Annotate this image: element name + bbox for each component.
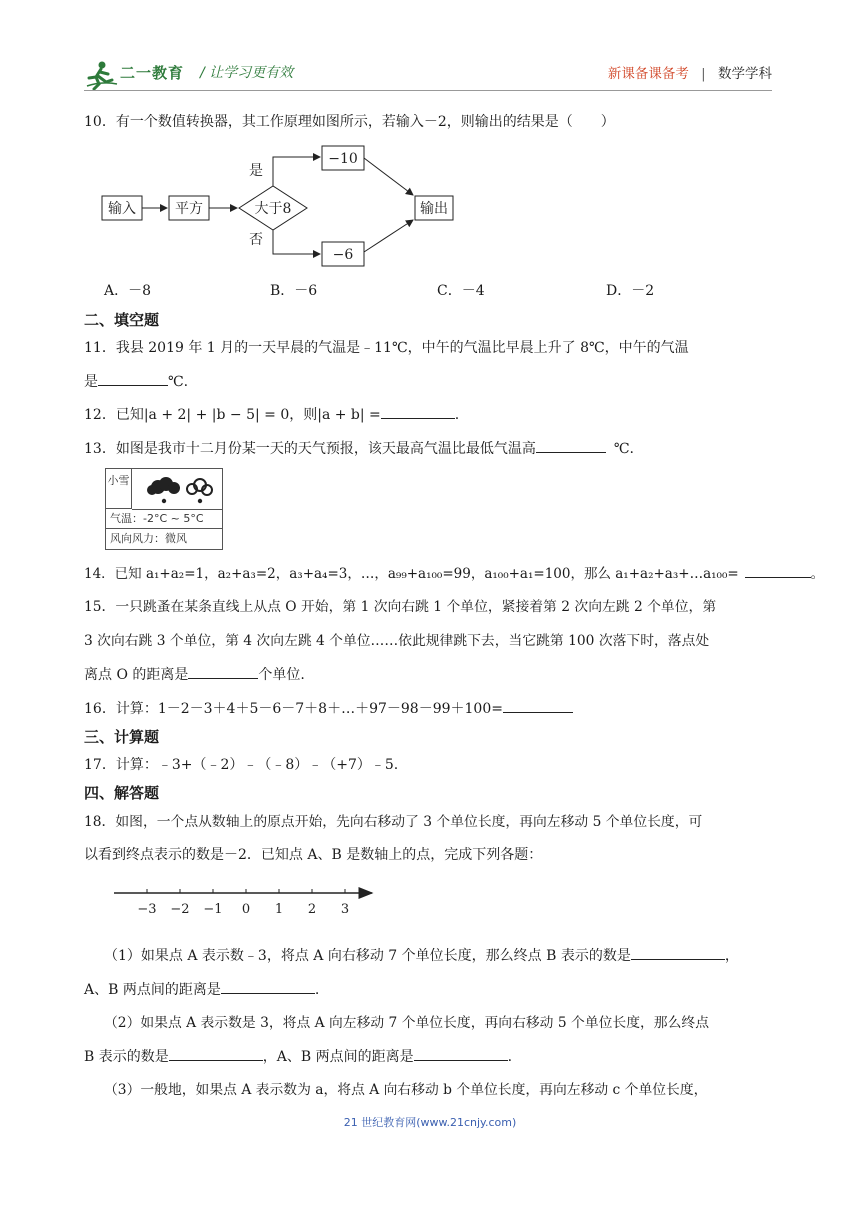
q18-p2-blank-b[interactable] [169, 1046, 263, 1061]
section-answer-heading: 四、解答题 [84, 784, 160, 802]
q18-p1-line1 [104, 945, 739, 966]
q11-answer-blank[interactable] [98, 371, 168, 386]
page-footer: 21 世纪教育网(www.21cnjy.com) [343, 1116, 517, 1129]
section-fill-in-heading: 二、填空题 [84, 311, 160, 329]
input-label: 输入 [108, 201, 136, 217]
no-result-label: −6 [332, 247, 354, 263]
header-course-label: 新课备课备考 [607, 66, 689, 82]
header-logo [84, 60, 214, 90]
weather-icons [132, 469, 222, 510]
choice-c[interactable]: C．－4 [437, 283, 485, 299]
number-line-tick-label: 1 [274, 902, 284, 917]
q10-flow-diagram [95, 140, 465, 270]
weather-wind: 风向风力：微风 [110, 532, 187, 545]
section-calc-heading: 三、计算题 [84, 728, 160, 746]
q17-text: 17．计算：﹣3+（﹣2）﹣（﹣8）﹣（+7）﹣5. [84, 757, 399, 773]
header-separator: | [701, 66, 706, 82]
q12-post: . [454, 407, 460, 423]
q14 [84, 563, 824, 584]
number-line-tick-label: 3 [340, 902, 350, 917]
q10-choices [104, 281, 704, 301]
q13-text: 13．如图是我市十二月份某一天的天气预报，该天最高气温比最低气温高 [84, 441, 536, 457]
yes-result-label: −10 [328, 151, 358, 167]
q13-post: ℃. [613, 441, 634, 457]
number-line-tick-label: −1 [203, 902, 223, 917]
q18-line1: 18．如图，一个点从数轴上的原点开始，先向右移动了 3 个单位长度，再向左移动 5 个单位长度，可 [84, 814, 703, 830]
choice-a[interactable]: A．－8 [104, 283, 152, 299]
q13-answer-blank[interactable] [536, 438, 606, 453]
q18-p3-line1: （3）一般地，如果点 A 表示数为 a，将点 A 向右移动 b 个单位长度，再向左移动 c 个单位长度， [104, 1082, 708, 1098]
q11-line2 [84, 371, 188, 392]
q16-answer-blank[interactable] [503, 698, 573, 713]
q12-answer-blank[interactable] [381, 404, 455, 419]
header-right [608, 62, 772, 82]
runner-logo-icon [84, 60, 118, 90]
no-label: 否 [249, 232, 263, 248]
compare-label: 大于8 [254, 201, 292, 217]
number-line [110, 880, 380, 920]
q16 [84, 698, 573, 719]
q18-p2-line2-mid: ，A、B 两点间的距离是 [262, 1049, 414, 1065]
number-line-tick-label: 0 [241, 902, 251, 917]
weather-card [105, 468, 223, 550]
q18-p1-line2-pre: A、B 两点间的距离是 [84, 982, 221, 998]
q18-p1-line2 [84, 979, 319, 1000]
q15-line3-post: 个单位. [258, 667, 305, 683]
q15-line1: 15．一只跳蚤在某条直线上从点 O 开始，第 1 次向右跳 1 个单位，紧接着第 2 次向左跳 2 个单位，第 [84, 599, 717, 615]
header-slogan: / 让学习更有效 [200, 65, 294, 81]
q15-line3 [84, 664, 305, 685]
choice-d[interactable]: D．－2 [606, 283, 655, 299]
q18-p2-line2 [84, 1046, 512, 1067]
logo-text: 二一教育 [120, 64, 185, 82]
number-line-tick-label: −2 [170, 902, 190, 917]
q15-answer-blank[interactable] [188, 664, 258, 679]
q18-p1-comma: ， [724, 948, 739, 964]
q18-p2-blank-dist[interactable] [414, 1046, 508, 1061]
number-line-tick-label: −3 [137, 902, 157, 917]
q18-p2-line2-post: . [507, 1049, 513, 1065]
square-label: 平方 [175, 201, 203, 217]
q16-text: 16．计算：1－2－3＋4＋5－6－7＋8＋…＋97－98－99＋100= [84, 701, 503, 717]
q14-text: 14．已知 a₁+a₂=1，a₂+a₃=2，a₃+a₄=3，…，a₉₉+a₁₀₀=99，a₁₀₀+a₁=100，那么 a₁+a₂+a₃+…a₁₀₀= [84, 566, 739, 582]
output-label: 输出 [420, 201, 448, 217]
q14-post: 。 [810, 566, 825, 582]
q15-line2: 3 次向右跳 3 个单位，第 4 次向左跳 4 个单位……依此规律跳下去，当它跳第 100 次落下时，落点处 [84, 633, 710, 649]
q18-p1-line2-post: . [314, 982, 320, 998]
q12-text: 12．已知|a + 2| + |b − 5| = 0，则|a + b| = [84, 407, 381, 423]
q18-line2: 以看到终点表示的数是－2．已知点 A、B 是数轴上的点，完成下列各题： [84, 847, 543, 863]
q11-line2-post: ℃. [168, 374, 189, 390]
q11-line1: 11．我县 2019 年 1 月的一天早晨的气温是﹣11℃，中午的气温比早晨上升了 8℃，中午的气温 [84, 340, 689, 356]
yes-label: 是 [249, 163, 263, 179]
q14-answer-blank[interactable] [745, 563, 811, 578]
q18-p2-line2-pre: B 表示的数是 [84, 1049, 169, 1065]
weather-label: 小雪 [106, 469, 132, 509]
q18-p1-blank-b[interactable] [631, 945, 725, 960]
q15-line3-pre: 离点 O 的距离是 [84, 667, 189, 683]
q18-p1-blank-dist[interactable] [221, 979, 315, 994]
q12 [84, 404, 459, 425]
q10-text: 10．有一个数值转换器，其工作原理如图所示，若输入－2，则输出的结果是（ ） [84, 114, 615, 130]
weather-temp: 气温：-2°C ~ 5°C [106, 509, 222, 529]
q18-p1-text: （1）如果点 A 表示数﹣3，将点 A 向右移动 7 个单位长度，那么终点 B 表示的数是 [104, 948, 631, 964]
choice-b[interactable]: B．－6 [270, 283, 318, 299]
q11-line2-pre: 是 [84, 374, 98, 390]
header-subject: 数学学科 [718, 66, 772, 82]
header-rule [84, 90, 772, 91]
snow-cloud-icon [132, 469, 222, 509]
q13 [84, 438, 634, 459]
q18-p2-line1: （2）如果点 A 表示数是 3，将点 A 向左移动 7 个单位长度，再向右移动 5 个单位长度，那么终点 [104, 1015, 709, 1031]
number-line-tick-label: 2 [307, 902, 317, 917]
